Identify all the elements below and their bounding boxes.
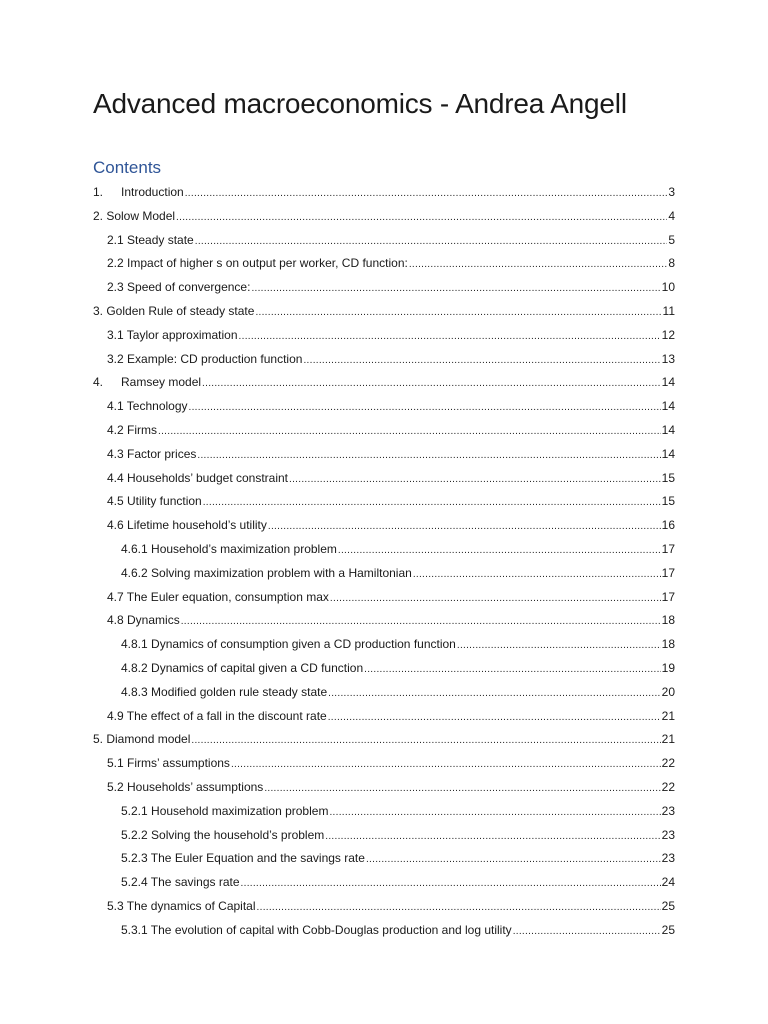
toc-entry-title: 3.1 Taylor approximation	[107, 327, 238, 342]
toc-entry-page-number: 18	[661, 613, 675, 628]
toc-entry-page-number: 25	[661, 898, 675, 913]
toc-entry[interactable]	[93, 752, 675, 776]
toc-entry-title: 4.8 Dynamics	[107, 613, 180, 628]
toc-dot-leader	[330, 587, 661, 611]
toc-entry-title: 5.2.1 Household maximization problem	[121, 803, 329, 818]
toc-dot-leader	[328, 706, 661, 730]
toc-dot-leader	[329, 801, 660, 825]
toc-entry[interactable]	[93, 586, 675, 610]
toc-dot-leader	[289, 468, 661, 492]
toc-dot-leader	[202, 372, 661, 396]
toc-entry-page-number: 11	[662, 303, 675, 318]
toc-entry[interactable]	[93, 681, 675, 705]
toc-entry[interactable]	[93, 895, 675, 919]
toc-entry-page-number: 19	[661, 660, 675, 675]
table-of-contents	[93, 181, 675, 943]
toc-dot-leader	[239, 325, 661, 349]
toc-dot-leader	[303, 349, 660, 373]
toc-entry[interactable]	[93, 847, 675, 871]
toc-dot-leader	[158, 420, 661, 444]
toc-entry[interactable]	[93, 324, 675, 348]
toc-entry[interactable]	[93, 419, 675, 443]
toc-entry-page-number: 14	[661, 399, 675, 414]
toc-entry-page-number: 12	[661, 327, 675, 342]
toc-entry-title: 5. Diamond model	[93, 732, 191, 747]
toc-entry[interactable]	[93, 229, 675, 253]
toc-dot-leader	[255, 301, 661, 325]
toc-dot-leader	[195, 230, 668, 254]
toc-entry-title: 2.3 Speed of convergence:	[107, 280, 251, 295]
toc-entry-page-number: 22	[661, 779, 675, 794]
toc-entry-title: 5.1 Firms’ assumptions	[107, 756, 230, 771]
toc-entry-page-number: 5	[668, 232, 675, 247]
toc-entry-title: Ramsey model	[121, 375, 202, 390]
toc-dot-leader	[191, 729, 660, 753]
toc-entry[interactable]	[93, 871, 675, 895]
toc-entry[interactable]	[93, 657, 675, 681]
toc-entry[interactable]	[93, 919, 675, 943]
toc-entry-title: 4.8.1 Dynamics of consumption given a CD production function	[121, 637, 456, 652]
toc-dot-leader	[513, 920, 661, 944]
toc-dot-leader	[185, 182, 668, 206]
toc-entry-title: 4.7 The Euler equation, consumption max	[107, 589, 329, 604]
toc-entry-title: 4.3 Factor prices	[107, 446, 197, 461]
toc-entry-page-number: 21	[661, 732, 675, 747]
toc-dot-leader	[413, 563, 661, 587]
toc-entry-title: 5.2.3 The Euler Equation and the savings rate	[121, 851, 365, 866]
toc-entry-page-number: 3	[668, 185, 675, 199]
toc-entry-page-number: 18	[661, 637, 675, 652]
toc-entry-page-number: 21	[661, 708, 675, 723]
toc-dot-leader	[364, 658, 661, 682]
toc-entry[interactable]	[93, 824, 675, 848]
toc-entry-page-number: 15	[661, 470, 675, 485]
toc-entry-page-number: 17	[661, 565, 675, 580]
toc-entry[interactable]	[93, 609, 675, 633]
toc-entry-title: 4.2 Firms	[107, 422, 158, 437]
toc-entry[interactable]	[93, 181, 675, 205]
toc-entry-title: 4.1 Technology	[107, 399, 188, 414]
toc-entry[interactable]	[93, 705, 675, 729]
toc-entry[interactable]	[93, 300, 675, 324]
toc-dot-leader	[181, 610, 661, 634]
toc-entry-page-number: 17	[661, 589, 675, 604]
toc-entry-title: 5.2.2 Solving the household’s problem	[121, 827, 325, 842]
toc-entry[interactable]	[93, 633, 675, 657]
toc-entry-title: 5.3.1 The evolution of capital with Cobb-Douglas production and log utility	[121, 922, 512, 937]
document-title: Advanced macroeconomics - Andrea Angell	[93, 88, 627, 119]
toc-entry-title: 3. Golden Rule of steady state	[93, 303, 255, 318]
toc-entry-title: 5.3 The dynamics of Capital	[107, 898, 256, 913]
toc-dot-leader	[241, 872, 661, 896]
toc-entry[interactable]	[93, 395, 675, 419]
toc-dot-leader	[409, 253, 667, 277]
toc-entry-title: 4.8.3 Modified golden rule steady state	[121, 684, 328, 699]
toc-entry-page-number: 17	[661, 541, 675, 556]
toc-dot-leader	[457, 634, 661, 658]
toc-entry-page-number: 16	[661, 518, 675, 533]
toc-entry[interactable]	[93, 490, 675, 514]
toc-entry-title: 4.6.2 Solving maximization problem with a Hamiltonian	[121, 565, 412, 580]
toc-entry-page-number: 23	[661, 803, 675, 818]
toc-dot-leader	[338, 539, 661, 563]
toc-entry[interactable]	[93, 371, 675, 395]
toc-entry-title: 2. Solow Model	[93, 208, 176, 223]
toc-dot-leader	[176, 206, 667, 230]
toc-dot-leader	[257, 896, 661, 920]
toc-entry-number: 4.	[93, 375, 104, 390]
toc-entry-page-number: 10	[661, 280, 675, 295]
toc-entry-page-number: 13	[661, 351, 675, 366]
toc-dot-leader	[231, 753, 661, 777]
toc-entry-number: 1.	[93, 185, 104, 199]
toc-dot-leader	[197, 444, 660, 468]
toc-entry-title: 2.2 Impact of higher s on output per worker, CD function:	[107, 256, 408, 271]
toc-entry[interactable]	[93, 276, 675, 300]
toc-entry[interactable]	[93, 562, 675, 586]
toc-entry-title: 5.2 Households’ assumptions	[107, 779, 264, 794]
toc-entry-title: 3.2 Example: CD production function	[107, 351, 303, 366]
toc-entry-page-number: 23	[661, 827, 675, 842]
toc-entry-page-number: 22	[661, 756, 675, 771]
toc-entry-title: 5.2.4 The savings rate	[121, 875, 240, 890]
toc-entry-title: 4.4 Households’ budget constraint	[107, 470, 289, 485]
toc-entry-page-number: 24	[661, 875, 675, 890]
toc-dot-leader	[325, 825, 660, 849]
toc-dot-leader	[268, 515, 661, 539]
toc-entry-page-number: 14	[661, 422, 675, 437]
toc-entry[interactable]	[93, 538, 675, 562]
toc-dot-leader	[189, 396, 661, 420]
toc-entry-title: 4.6.1 Household’s maximization problem	[121, 541, 337, 556]
toc-entry-title: 4.5 Utility function	[107, 494, 202, 509]
toc-entry-title: 2.1 Steady state	[107, 232, 194, 247]
toc-dot-leader	[264, 777, 660, 801]
toc-entry[interactable]	[93, 514, 675, 538]
toc-entry-page-number: 23	[661, 851, 675, 866]
toc-entry[interactable]	[93, 205, 675, 229]
toc-entry-title: Introduction	[121, 185, 184, 199]
toc-dot-leader	[203, 491, 661, 515]
toc-entry-title: 4.6 Lifetime household’s utility	[107, 518, 267, 533]
toc-dot-leader	[328, 682, 661, 706]
toc-entry[interactable]	[93, 800, 675, 824]
toc-entry[interactable]	[93, 728, 675, 752]
toc-entry[interactable]	[93, 776, 675, 800]
toc-entry-title: 4.8.2 Dynamics of capital given a CD function	[121, 660, 364, 675]
toc-entry-page-number: 14	[661, 375, 675, 390]
toc-entry-page-number: 25	[661, 922, 675, 937]
toc-entry-page-number: 8	[668, 256, 675, 271]
toc-entry-page-number: 15	[661, 494, 675, 509]
toc-dot-leader	[251, 277, 660, 301]
toc-entry-page-number: 20	[661, 684, 675, 699]
toc-entry[interactable]	[93, 348, 675, 372]
toc-entry[interactable]	[93, 443, 675, 467]
toc-entry[interactable]	[93, 252, 675, 276]
toc-entry-title: 4.9 The effect of a fall in the discount rate	[107, 708, 327, 723]
toc-entry-page-number: 14	[661, 446, 675, 461]
toc-heading: Contents	[93, 158, 162, 177]
toc-entry-page-number: 4	[668, 208, 675, 223]
toc-entry[interactable]	[93, 467, 675, 491]
toc-dot-leader	[366, 848, 661, 872]
